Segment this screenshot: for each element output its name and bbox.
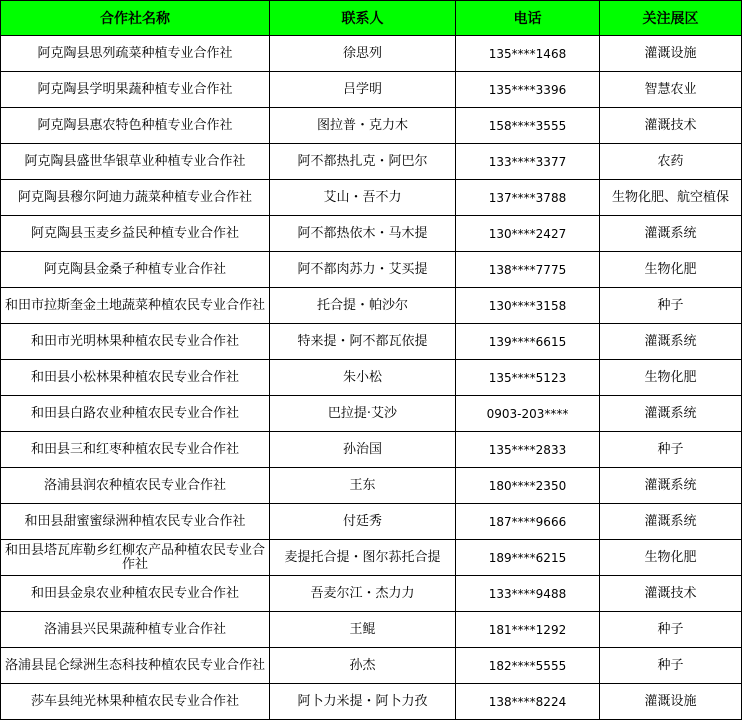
focus-area: 灌溉系统: [600, 396, 742, 432]
cooperative-name: 洛浦县昆仑绿洲生态科技种植农民专业合作社: [1, 648, 270, 684]
table-row: [1, 612, 742, 648]
table-row: [1, 684, 742, 720]
table-row: [1, 144, 742, 180]
contact-person: 吾麦尔江・杰力力: [270, 576, 456, 612]
focus-area: 种子: [600, 432, 742, 468]
table-row: [1, 396, 742, 432]
phone-number: 182****5555: [456, 648, 600, 684]
cooperative-name: 阿克陶县惠农特色种植专业合作社: [1, 108, 270, 144]
phone-number: 0903-203****: [456, 396, 600, 432]
cooperative-name: 和田市光明林果种植农民专业合作社: [1, 324, 270, 360]
contact-person: 徐思列: [270, 36, 456, 72]
cooperative-name: 阿克陶县金桑子种植专业合作社: [1, 252, 270, 288]
phone-number: 158****3555: [456, 108, 600, 144]
table-row: [1, 576, 742, 612]
table-row: [1, 252, 742, 288]
phone-number: 181****1292: [456, 612, 600, 648]
header-focus-area: 关注展区: [600, 1, 742, 36]
contact-person: 阿不都热依木・马木提: [270, 216, 456, 252]
contact-person: 图拉普・克力木: [270, 108, 456, 144]
phone-number: 135****2833: [456, 432, 600, 468]
phone-number: 138****8224: [456, 684, 600, 720]
phone-number: 133****3377: [456, 144, 600, 180]
table-row: [1, 432, 742, 468]
table-row: [1, 540, 742, 576]
focus-area: 生物化肥: [600, 540, 742, 576]
focus-area: 种子: [600, 612, 742, 648]
phone-number: 133****9488: [456, 576, 600, 612]
cooperative-name: 阿克陶县玉麦乡益民种植专业合作社: [1, 216, 270, 252]
cooperative-name: 和田县小松林果种植农民专业合作社: [1, 360, 270, 396]
cooperative-name: 阿克陶县学明果蔬种植专业合作社: [1, 72, 270, 108]
phone-number: 138****7775: [456, 252, 600, 288]
cooperative-name: 和田县三和红枣种植农民专业合作社: [1, 432, 270, 468]
table-row: [1, 288, 742, 324]
focus-area: 灌溉系统: [600, 324, 742, 360]
cooperative-name: 洛浦县润农种植农民专业合作社: [1, 468, 270, 504]
contact-person: 孙治国: [270, 432, 456, 468]
cooperative-name: 阿克陶县思列疏菜种植专业合作社: [1, 36, 270, 72]
focus-area: 生物化肥、航空植保: [600, 180, 742, 216]
table-row: [1, 216, 742, 252]
table-row: [1, 72, 742, 108]
focus-area: 灌溉系统: [600, 504, 742, 540]
contact-person: 朱小松: [270, 360, 456, 396]
contact-person: 艾山・吾不力: [270, 180, 456, 216]
phone-number: 135****5123: [456, 360, 600, 396]
cooperative-name: 洛浦县兴民果蔬种植专业合作社: [1, 612, 270, 648]
contact-person: 阿不都热扎克・阿巴尔: [270, 144, 456, 180]
table-row: [1, 108, 742, 144]
focus-area: 灌溉技术: [600, 108, 742, 144]
table-row: [1, 360, 742, 396]
phone-number: 130****3158: [456, 288, 600, 324]
contact-person: 王东: [270, 468, 456, 504]
focus-area: 灌溉设施: [600, 36, 742, 72]
contact-person: 吕学明: [270, 72, 456, 108]
contact-person: 阿卜力米提・阿卜力孜: [270, 684, 456, 720]
focus-area: 智慧农业: [600, 72, 742, 108]
table-row: [1, 36, 742, 72]
header-cooperative-name: 合作社名称: [1, 1, 270, 36]
cooperative-name: 和田县甜蜜蜜绿洲种植农民专业合作社: [1, 504, 270, 540]
cooperative-name: 和田县金泉农业种植农民专业合作社: [1, 576, 270, 612]
focus-area: 种子: [600, 648, 742, 684]
contact-person: 王鲲: [270, 612, 456, 648]
table-row: [1, 648, 742, 684]
header-row: [1, 1, 742, 36]
cooperative-name: 和田市拉斯奎金土地蔬菜种植农民专业合作社: [1, 288, 270, 324]
focus-area: 农药: [600, 144, 742, 180]
focus-area: 灌溉系统: [600, 216, 742, 252]
contact-person: 付廷秀: [270, 504, 456, 540]
table-row: [1, 180, 742, 216]
focus-area: 生物化肥: [600, 252, 742, 288]
contact-person: 托合提・帕沙尔: [270, 288, 456, 324]
focus-area: 种子: [600, 288, 742, 324]
phone-number: 135****3396: [456, 72, 600, 108]
cooperative-name: 阿克陶县盛世华银草业种植专业合作社: [1, 144, 270, 180]
header-phone: 电话: [456, 1, 600, 36]
cooperative-name: 莎车县纯光林果种植农民专业合作社: [1, 684, 270, 720]
header-contact: 联系人: [270, 1, 456, 36]
contact-person: 特来提・阿不都瓦依提: [270, 324, 456, 360]
table-row: [1, 504, 742, 540]
phone-number: 135****1468: [456, 36, 600, 72]
phone-number: 189****6215: [456, 540, 600, 576]
phone-number: 180****2350: [456, 468, 600, 504]
cooperative-name: 阿克陶县穆尔阿迪力蔬菜种植专业合作社: [1, 180, 270, 216]
cooperative-name: 和田县白路农业种植农民专业合作社: [1, 396, 270, 432]
contact-person: 巴拉提·艾沙: [270, 396, 456, 432]
phone-number: 130****2427: [456, 216, 600, 252]
focus-area: 灌溉系统: [600, 468, 742, 504]
focus-area: 生物化肥: [600, 360, 742, 396]
table-row: [1, 324, 742, 360]
cooperative-name: 和田县塔瓦库勒乡红柳农产品种植农民专业合作社: [1, 540, 270, 576]
table-row: [1, 468, 742, 504]
phone-number: 187****9666: [456, 504, 600, 540]
contact-person: 麦提托合提・图尔荪托合提: [270, 540, 456, 576]
focus-area: 灌溉技术: [600, 576, 742, 612]
focus-area: 灌溉设施: [600, 684, 742, 720]
contact-person: 阿不都肉苏力・艾买提: [270, 252, 456, 288]
contact-person: 孙杰: [270, 648, 456, 684]
phone-number: 139****6615: [456, 324, 600, 360]
phone-number: 137****3788: [456, 180, 600, 216]
